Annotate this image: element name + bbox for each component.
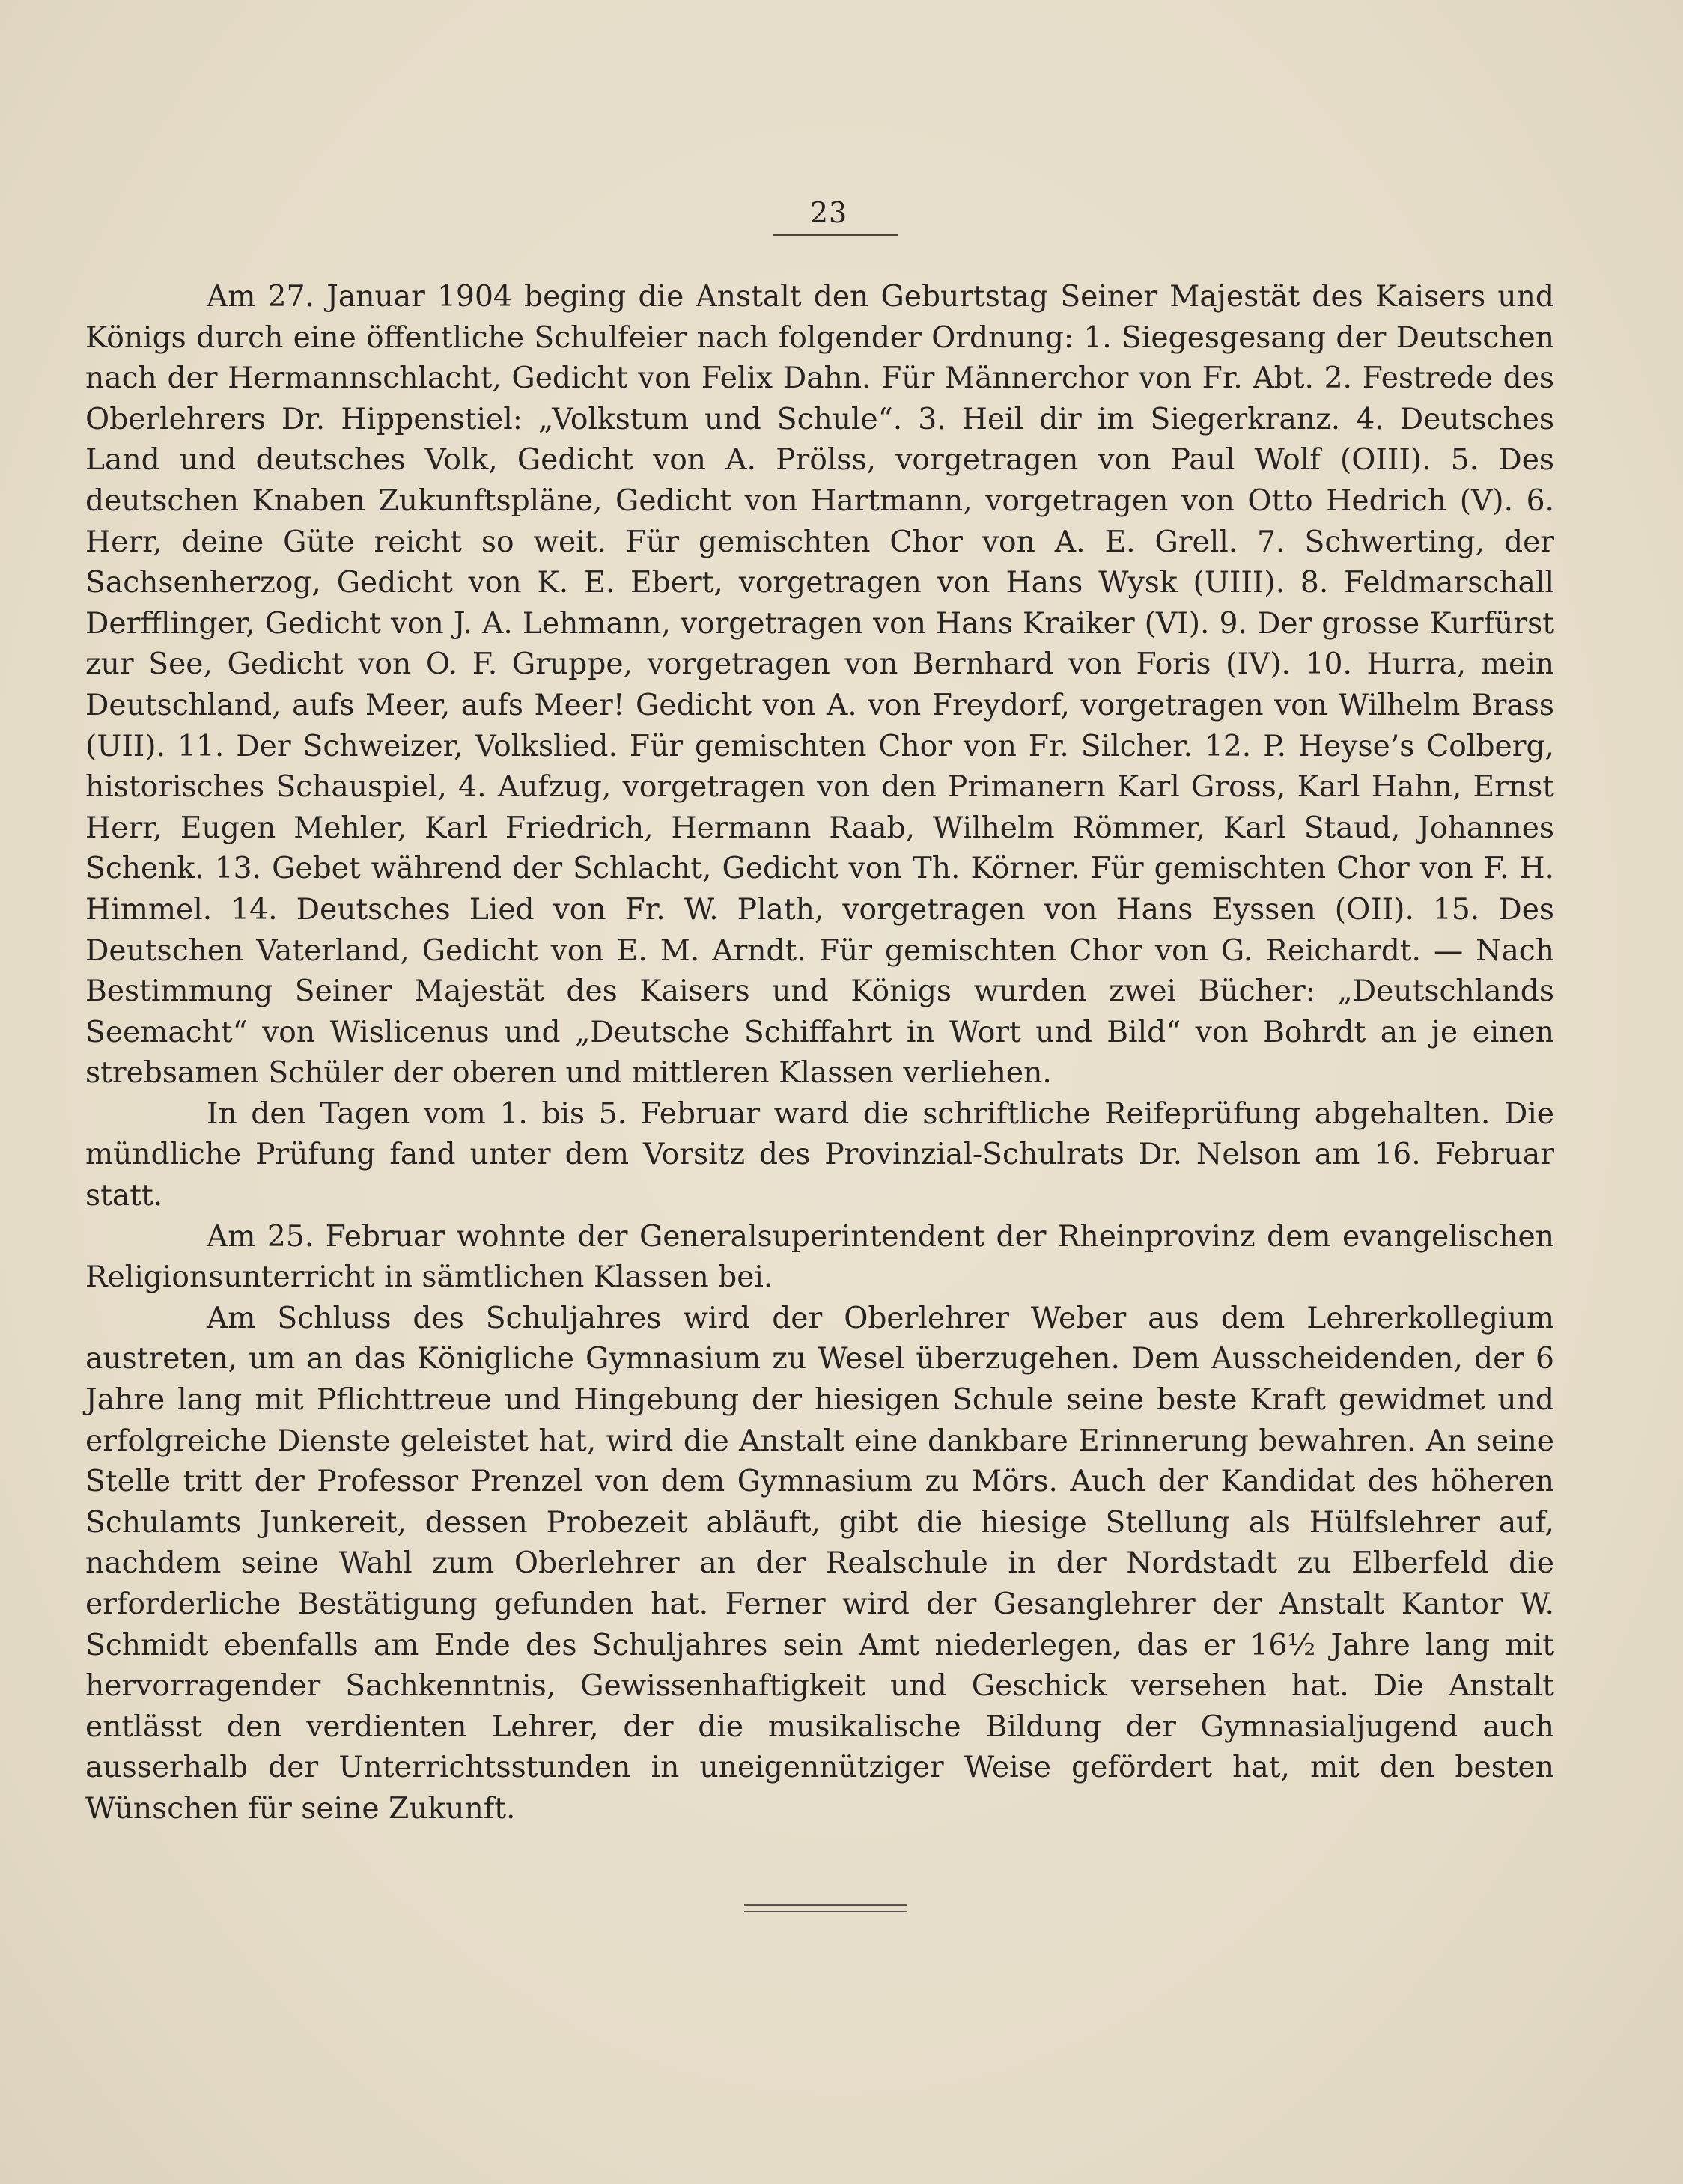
paragraph-staff-changes: Am Schluss des Schuljahres wird der Oberlehrer Weber aus dem Lehrerkollegium austreten, um an das Königliche Gymnasium zu Wesel überzugehen. Dem Ausscheidenden, der 6 Jahre lang mit Pflichttreue und Hingebung der hiesigen Schule seine beste Kraft gewidmet und erfolgreiche Dienste geleistet hat, wird die Anstalt eine dankbare Erinnerung bewahren. An seine Stelle tritt der Professor Prenzel von dem Gymnasium zu Mörs. Auch der Kandidat des höheren Schulamts Junkereit, dessen Probezeit abläuft, gibt die hiesige Stellung als Hülfslehrer auf, nachdem seine Wahl zum Oberlehrer an der Realschule in der Nordstadt zu Elberfeld die erforderliche Bestätigung gefunden hat. Ferner wird der Gesanglehrer der Anstalt Kantor W. Schmidt ebenfalls am Ende des Schuljahres sein Amt niederlegen, das er 16½ Jahre lang mit hervorragender Sachkenntnis, Gewissenhaftigkeit und Geschick versehen hat. Die Anstalt entlässt den verdienten Lehrer, der die musikalische Bildung der Gymnasialjugend auch ausserhalb der Unterrichtsstunden in uneigennütziger Weise gefördert hat, mit den besten Wünschen für seine Zukunft. xyxy=(85,1301,1554,1825)
end-rule-top xyxy=(744,1904,907,1906)
end-rule-bottom xyxy=(744,1911,907,1912)
body-text xyxy=(85,277,1554,1830)
paragraph-school-celebration: Am 27. Januar 1904 beging die Anstalt den Geburtstag Seiner Majestät des Kaisers und Königs durch eine öffentliche Schulfeier nach folgender Ordnung: 1. Siegesgesang der Deutschen nach der Hermannschlacht, Gedicht von Felix Dahn. Für Männerchor von Fr. Abt. 2. Festrede des Oberlehrers Dr. Hippenstiel: „Volkstum und Schule“. 3. Heil dir im Siegerkranz. 4. Deutsches Land und deutsches Volk, Gedicht von A. Prölss, vorgetragen von Paul Wolf (OIII). 5. Des deutschen Knaben Zukunftspläne, Gedicht von Hartmann, vorgetragen von Otto Hedrich (V). 6. Herr, deine Güte reicht so weit. Für gemischten Chor von A. E. Grell. 7. Schwerting, der Sachsenherzog, Gedicht von K. E. Ebert, vorgetragen von Hans Wysk (UIII). 8. Feldmarschall Derfflinger, Gedicht von J. A. Lehmann, vorgetragen von Hans Kraiker (VI). 9. Der grosse Kurfürst zur See, Gedicht von O. F. Gruppe, vorgetragen von Bernhard von Foris (IV). 10. Hurra, mein Deutschland, aufs Meer, aufs Meer! Gedicht von A. von Freydorf, vorgetragen von Wilhelm Brass (UII). 11. Der Schweizer, Volkslied. Für gemischten Chor von Fr. Silcher. 12. P. Heyse’s Colberg, historisches Schauspiel, 4. Aufzug, vorgetragen von den Primanern Karl Gross, Karl Hahn, Ernst Herr, Eugen Mehler, Karl Friedrich, Hermann Raab, Wilhelm Römmer, Karl Staud, Johannes Schenk. 13. Gebet während der Schlacht, Gedicht von Th. Körner. Für gemischten Chor von F. H. Himmel. 14. Deutsches Lied von Fr. W. Plath, vorgetragen von Hans Eyssen (OII). 15. Des Deutschen Vaterland, Gedicht von E. M. Arndt. Für gemischten Chor von G. Reichardt. — Nach Bestimmung Seiner Majestät des Kaisers und Königs wurden zwei Bücher: „Deutschlands Seemacht“ von Wislicenus und „Deutsche Schiffahrt in Wort und Bild“ von Bohrdt an je einen strebsamen Schüler der oberen und mittleren Klassen verliehen. xyxy=(85,280,1554,1091)
page-number-rule xyxy=(773,234,898,236)
paragraph-final-exam: In den Tagen vom 1. bis 5. Februar ward die schriftliche Reifeprüfung abgehalten. Die mündliche Prüfung fand unter dem Vorsitz des Provinzial-Schulrats Dr. Nelson am 16. Februar statt. xyxy=(85,1096,1554,1213)
paragraph-superintendent-visit: Am 25. Februar wohnte der Generalsuperintendent der Rheinprovinz dem evangelischen Religionsunterricht in sämtlichen Klassen bei. xyxy=(85,1219,1554,1295)
page-number: 23 xyxy=(809,196,848,229)
